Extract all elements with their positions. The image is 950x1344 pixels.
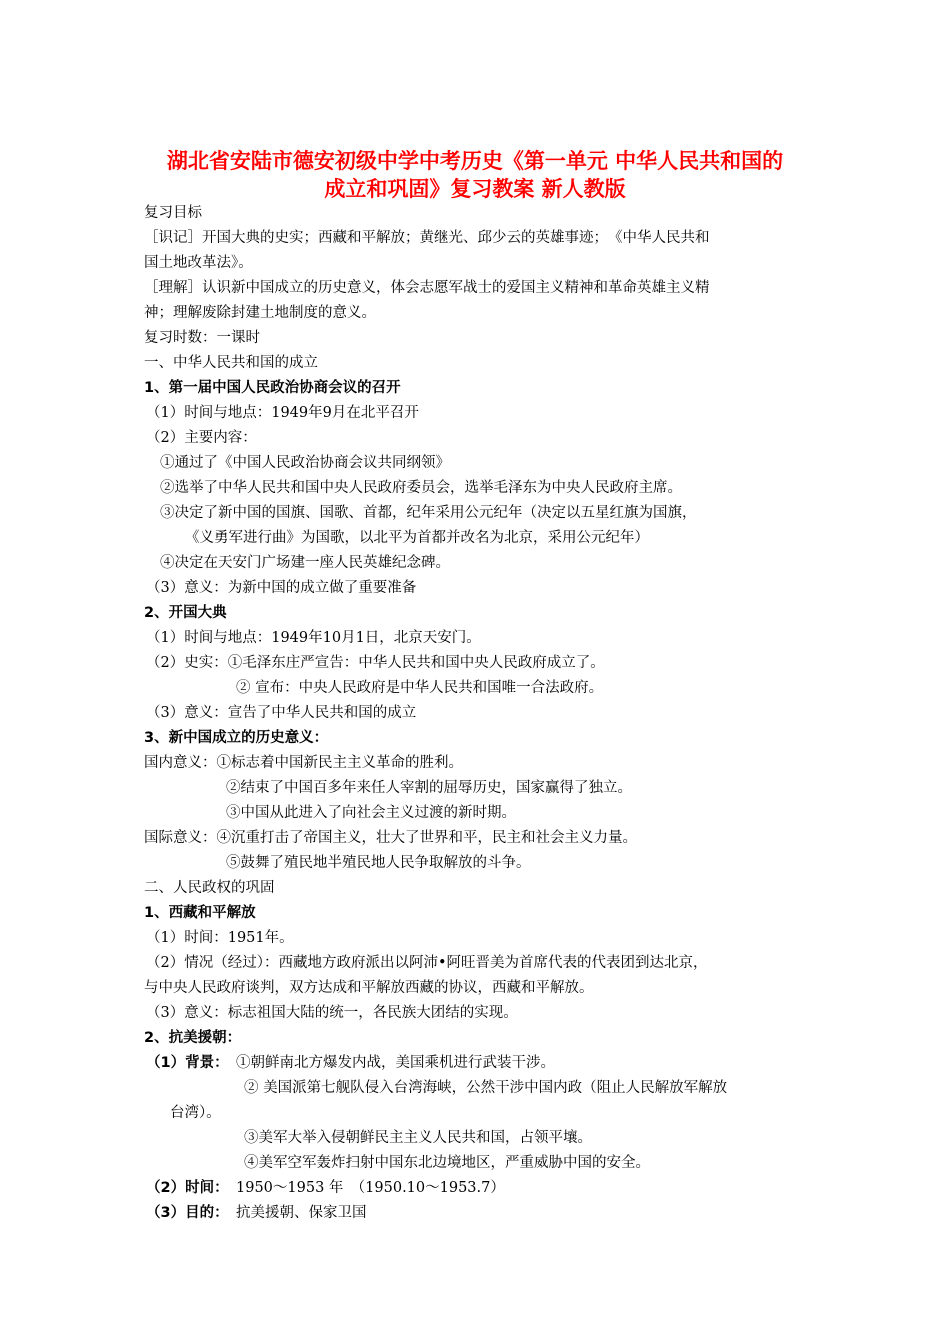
subsection-1-2-heading: 2、开国大典 (144, 605, 227, 621)
text-line: （2）情况（经过）：西藏地方政府派出以阿沛•阿旺晋美为首席代表的代表团到达北京， (146, 955, 708, 971)
list-item: ③决定了新中国的国旗、国歌、首都，纪年采用公元纪年（决定以五星红旗为国旗， (160, 505, 697, 521)
text-line: 国际意义：④沉重打击了帝国主义，壮大了世界和平，民主和社会主义力量。 (144, 830, 637, 846)
list-item: ②选举了中华人民共和国中央人民政府委员会，选举毛泽东为中央人民政府主席。 (160, 480, 682, 496)
list-item: ③中国从此进入了向社会主义过渡的新时期。 (226, 805, 516, 821)
text-line: （1）时间与地点：1949年10月1日，北京天安门。 (146, 630, 481, 646)
subsection-2-2-heading: 2、抗美援朝： (144, 1030, 242, 1046)
section-2-heading: 二、人民政权的巩固 (144, 880, 275, 896)
memorize-goals-text: ［识记］开国大典的史实；西藏和平解放；黄继光、邱少云的英雄事迹； 《中华人民共和 (144, 230, 710, 246)
review-goals-heading: 复习目标 (144, 205, 202, 221)
list-item: ④美军空军轰炸扫射中国东北边境地区，严重威胁中国的安全。 (244, 1155, 650, 1171)
text-line: （3）意义：标志祖国大陆的统一，各民族大团结的实现。 (146, 1005, 518, 1021)
label-purpose: （3）目的： (146, 1205, 229, 1221)
text-line: 抗美援朝、保家卫国 (236, 1205, 367, 1221)
label-time: （2）时间： (146, 1180, 229, 1196)
text-line: （1）时间：1951年。 (146, 930, 294, 946)
list-item: ①通过了《中国人民政治协商会议共同纲领》 (160, 455, 450, 471)
list-item: ② 宣布：中央人民政府是中华人民共和国唯一合法政府。 (236, 680, 604, 696)
text-line: （2）史实：①毛泽东庄严宣告：中华人民共和国中央人民政府成立了。 (146, 655, 605, 671)
subsection-1-1-heading: 1、第一届中国人民政治协商会议的召开 (144, 380, 401, 396)
list-item: ② 美国派第七舰队侵入台湾海峡，公然干涉中国内政（阻止人民解放军解放 (244, 1080, 728, 1096)
understand-goals-text: ［理解］认识新中国成立的历史意义，体会志愿军战士的爱国主义精神和革命英雄主义精 (144, 280, 710, 296)
list-item: ①朝鲜南北方爆发内战，美国乘机进行武装干涉。 (236, 1055, 555, 1071)
label-background: （1）背景： (146, 1055, 229, 1071)
text-line: 1950～1953 年 （1950.10～1953.7） (236, 1180, 505, 1196)
list-item: ②结束了中国百多年来任人宰割的屈辱历史，国家赢得了独立。 (226, 780, 632, 796)
memorize-goals-text-cont: 国土地改革法》。 (144, 255, 253, 271)
review-hours: 复习时数：一课时 (144, 330, 260, 346)
text-line: （1）时间与地点：1949年9月在北平召开 (146, 405, 419, 421)
list-item-cont: 台湾）。 (170, 1105, 221, 1121)
subsection-1-3-heading: 3、新中国成立的历史意义： (144, 730, 329, 746)
text-line: 国内意义：①标志着中国新民主主义革命的胜利。 (144, 755, 463, 771)
text-line: （3）意义：宣告了中华人民共和国的成立 (146, 705, 417, 721)
list-item-cont: 《义勇军进行曲》为国歌，以北平为首都并改名为北京，采用公元纪年） (185, 530, 649, 546)
text-line: （3）意义：为新中国的成立做了重要准备 (146, 580, 417, 596)
understand-goals-text-cont: 神；理解废除封建土地制度的意义。 (144, 305, 376, 321)
list-item: ⑤鼓舞了殖民地半殖民地人民争取解放的斗争。 (226, 855, 531, 871)
document-title-line-2: 成立和巩固》复习教案 新人教版 (324, 177, 626, 201)
document-title-line-1: 湖北省安陆市德安初级中学中考历史《第一单元 中华人民共和国的 (166, 149, 784, 173)
list-item: ③美军大举入侵朝鲜民主主义人民共和国，占领平壤。 (244, 1130, 592, 1146)
subsection-2-1-heading: 1、西藏和平解放 (144, 905, 256, 921)
section-1-heading: 一、中华人民共和国的成立 (144, 355, 318, 371)
list-item: ④决定在天安门广场建一座人民英雄纪念碑。 (160, 555, 450, 571)
text-line-cont: 与中央人民政府谈判，双方达成和平解放西藏的协议，西藏和平解放。 (144, 980, 594, 996)
text-line: （2）主要内容： (146, 430, 257, 446)
